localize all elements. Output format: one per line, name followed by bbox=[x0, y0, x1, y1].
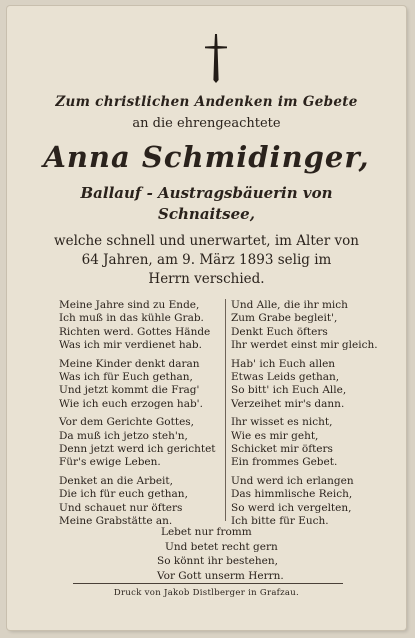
occupation-line-1: Ballauf - Austragsbäuerin von bbox=[80, 184, 333, 202]
closing-verse bbox=[157, 525, 284, 583]
verse-line: Etwas Leids gethan, bbox=[231, 371, 340, 384]
deceased-name: Anna Schmidinger, bbox=[43, 140, 370, 174]
verse-line: Da muß ich jetzo steh'n, bbox=[59, 429, 188, 442]
verse-line: Ich muß in das kühle Grab. bbox=[59, 312, 204, 325]
verse-stanza bbox=[59, 416, 219, 470]
verse-stanza bbox=[59, 299, 219, 353]
verse-line: Zum Grabe begleit', bbox=[231, 312, 338, 325]
printer-imprint: Druck von Jakob Distlberger in Grafzau. bbox=[113, 588, 300, 598]
verse-line: Das himmlische Reich, bbox=[231, 488, 353, 501]
verse-line: Vor dem Gerichte Gottes, bbox=[59, 416, 195, 429]
verse-line: Was ich mir verdienet hab. bbox=[59, 339, 202, 352]
verse-line: Und jetzt kommt die Frag' bbox=[59, 384, 200, 397]
verse-column-right bbox=[231, 299, 391, 534]
verse-line: Was ich für Euch gethan, bbox=[59, 371, 193, 384]
verse-line: Hab' ich Euch allen bbox=[231, 357, 336, 370]
verse-line: Ihr werdet einst mir gleich. bbox=[231, 339, 378, 352]
verse-stanza bbox=[59, 358, 219, 412]
verse-line: Ein frommes Gebet. bbox=[231, 456, 338, 469]
verse-stanza bbox=[59, 475, 219, 529]
verse-line: Meine Kinder denkt daran bbox=[59, 357, 200, 370]
verse-line: Richten werd. Gottes Hände bbox=[59, 325, 211, 338]
dedication-heading: Zum christlichen Andenken im Gebete bbox=[55, 94, 358, 110]
verse-column-left bbox=[59, 299, 219, 534]
verse-line: So könnt ihr bestehen, bbox=[157, 555, 278, 568]
occupation-line-2: Schnaitsee, bbox=[158, 205, 255, 223]
verse-line: Die ich für euch gethan, bbox=[59, 488, 188, 501]
verse-line: Meine Grabstätte an. bbox=[59, 515, 173, 528]
verse-line: Und Alle, die ihr mich bbox=[231, 299, 348, 311]
death-notice-line-1: welche schnell und unerwartet, im Alter von bbox=[54, 233, 359, 249]
verse-line: Denn jetzt werd ich gerichtet bbox=[59, 443, 216, 456]
verse-line: Und werd ich erlangen bbox=[231, 474, 354, 487]
verse-line: Und schauet nur öfters bbox=[59, 501, 183, 514]
cross-icon bbox=[203, 32, 229, 84]
verse-line: Meine Jahre sind zu Ende, bbox=[59, 299, 200, 311]
column-divider bbox=[225, 299, 226, 521]
verse-stanza bbox=[231, 358, 391, 412]
verse-line: Ich bitte für Euch. bbox=[231, 515, 329, 528]
dedication-subtitle: an die ehrengeachtete bbox=[132, 116, 281, 131]
memorial-card bbox=[7, 6, 406, 630]
death-notice-line-2: 64 Jahren, am 9. März 1893 selig im bbox=[81, 252, 332, 268]
death-notice-line-3: Herrn verschied. bbox=[148, 271, 265, 287]
verse-stanza bbox=[231, 475, 391, 529]
verse-line: Schicket mir öfters bbox=[231, 443, 333, 456]
verse-line: Wie ich euch erzogen hab'. bbox=[59, 397, 203, 410]
verse-line: Denket an die Arbeit, bbox=[59, 474, 173, 487]
verse-line: Lebet nur fromm bbox=[161, 526, 252, 538]
verse-stanza bbox=[231, 299, 391, 353]
verse-line: So bitt' ich Euch Alle, bbox=[231, 384, 347, 397]
verse-line: Verzeihet mir's dann. bbox=[231, 397, 345, 410]
verse-stanza bbox=[231, 416, 391, 470]
verse-line: Denkt Euch öfters bbox=[231, 325, 328, 338]
verse-line: Wie es mir geht, bbox=[231, 429, 319, 442]
footer-rule bbox=[73, 583, 343, 584]
verse-line: So werd ich vergelten, bbox=[231, 501, 352, 514]
verse-line: Ihr wisset es nicht, bbox=[231, 416, 333, 429]
verse-line: Und betet recht gern bbox=[165, 540, 278, 553]
verse-line: Für's ewige Leben. bbox=[59, 456, 161, 469]
verse-line: Vor Gott unserm Herrn. bbox=[157, 569, 284, 582]
